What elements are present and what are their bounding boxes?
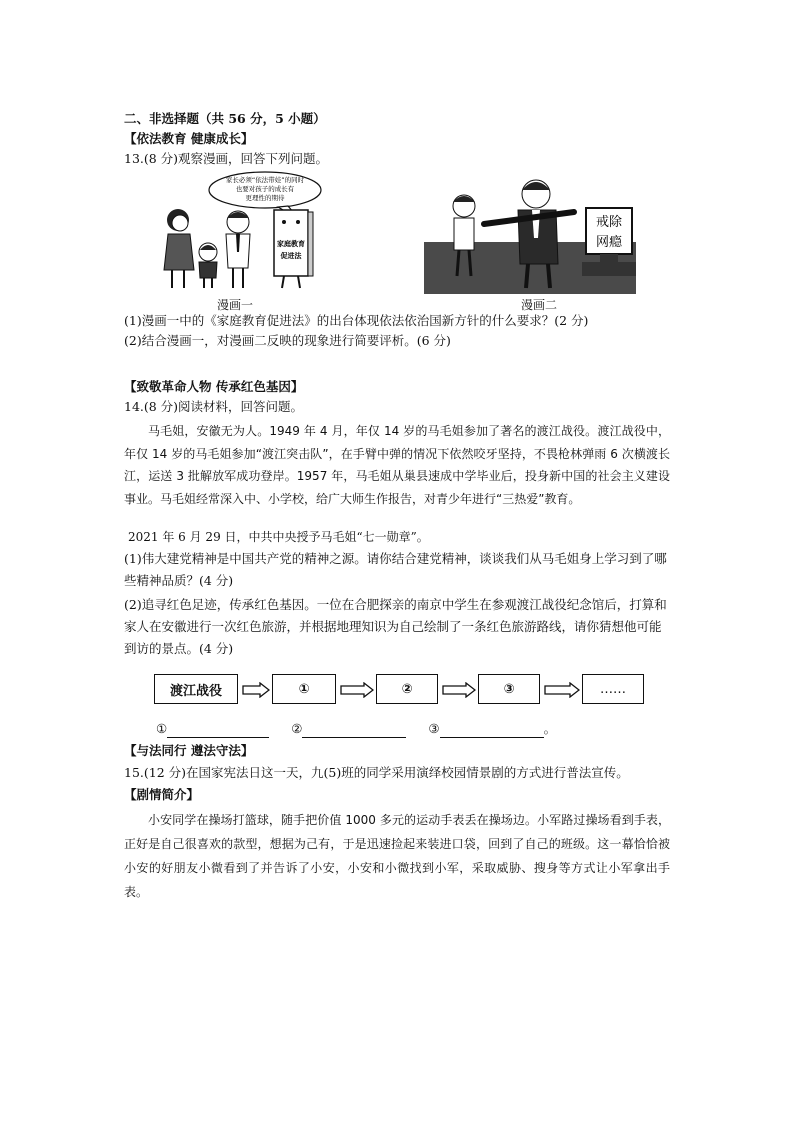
section-title: 二、非选择题（共 56 分，5 小题）: [124, 111, 326, 126]
q14-stem: 14.(8 分)阅读材料，回答问题。: [124, 399, 304, 414]
q15-stem: 15.(12 分)在国家宪法日这一天，九(5)班的同学采用演绎校园情景剧的方式进行普法宣传。: [124, 765, 629, 780]
theme-heading-3: 【与法同行 遵法守法】: [124, 743, 254, 758]
blank-label-1: ①: [156, 721, 168, 736]
answer-blank-2[interactable]: [302, 723, 406, 738]
cartoon-one: [150, 170, 340, 292]
book-title-1: 家庭教育: [277, 240, 305, 248]
flow-arrow-1: [242, 682, 270, 698]
flow-arrow-3: [442, 682, 476, 698]
caption-cartoon-two: 漫画二: [521, 298, 558, 312]
screen-text-1: 戒除: [595, 215, 623, 230]
law-book-figure: [274, 210, 313, 288]
q14-sub2-line3: 到访的景点。(4 分): [124, 641, 234, 656]
caption-cartoon-one: 漫画一: [217, 298, 254, 312]
book-title-2: 促进法: [280, 252, 302, 260]
flow-box-more: ……: [582, 674, 644, 704]
flow-box-1: ①: [272, 674, 336, 704]
q14-material: 马毛姐，安徽无为人。1949 年 4 月，年仅 14 岁的马毛姐参加了著名的渡江战役。渡江战役中，年仅 14 岁的马毛姐参加“渡江突击队”，在手臂中弹的情况下依然咬牙坚持，不畏枪林弹雨 6 次横渡长江，运送 3 批解放军成功登岸。1957 年，马毛姐从巢县速成中学毕业后，投身新中国的社会主义建设事业。马毛姐经常深入中、小学校，给广大师生作报告，对青少年进行“三热爱”教育。: [124, 424, 670, 506]
child-figure: [199, 243, 217, 288]
father-figure: [226, 211, 250, 288]
flow-box-2: ②: [376, 674, 438, 704]
q14-sub2-line2: 家人在安徽进行一次红色旅游，并根据地理知识为自己绘制了一条红色旅游路线，请你猜想他可能: [124, 619, 662, 634]
q14-sub2-line1: (2)追寻红色足迹，传承红色基因。一位在合肥探亲的南京中学生在参观渡江战役纪念馆后，打算和: [124, 597, 667, 612]
speech-line-1: 家长必须“依法带娃”的同时: [225, 176, 305, 184]
screen-text-2: 网瘾: [595, 235, 623, 250]
q14-sub1-line1: (1)伟大建党精神是中国共产党的精神之源。请你结合建党精神，谈谈我们从马毛姐身上学习到了哪: [124, 551, 667, 566]
q14-sub1-line2: 些精神品质？(4 分): [124, 573, 234, 588]
q13-sub2: (2)结合漫画一，对漫画二反映的现象进行简要评析。(6 分): [124, 333, 451, 348]
theme-heading-1: 【依法教育 健康成长】: [124, 131, 254, 146]
blank-label-2: ②: [291, 721, 303, 736]
flow-arrow-4: [544, 682, 580, 698]
computer-monitor: [582, 208, 636, 276]
answer-blank-3[interactable]: [440, 723, 544, 738]
q14-award-line: 2021 年 6 月 29 日，中共中央授予马毛姐“七一勋章”。: [128, 530, 429, 544]
mother-figure: [164, 209, 194, 288]
blank-label-3: ③: [428, 721, 440, 736]
flow-box-3: ③: [478, 674, 540, 704]
theme-heading-2: 【致敬革命人物 传承红色基因】: [124, 379, 304, 394]
answer-blanks-row: [156, 720, 556, 738]
q15-subhead: 【剧情简介】: [124, 787, 200, 802]
flow-box-start: 渡江战役: [154, 674, 238, 704]
flow-arrow-2: [340, 682, 374, 698]
speech-line-3: 更理性的期待: [245, 194, 285, 202]
blank-end-mark: 。: [543, 721, 557, 736]
speech-line-2: 也要对孩子的成长有: [235, 185, 295, 193]
answer-blank-1[interactable]: [167, 723, 269, 738]
q15-story: 小安同学在操场打篮球，随手把价值 1000 多元的运动手表丢在操场边。小军路过操场看到手表，正好是自己很喜欢的款型，想据为己有，于是迅速捡起来装进口袋，回到了自己的班级。这一幕恰恰被小安的好朋友小微看到了并告诉了小安，小安和小微找到小军，采取威胁、搜身等方式让小军拿出手表。: [124, 813, 670, 899]
cartoon-two: [424, 168, 636, 294]
q13-sub1: (1)漫画一中的《家庭教育促进法》的出台体现依法依治国新方针的什么要求？(2 分): [124, 313, 589, 328]
q13-stem: 13.(8 分)观察漫画，回答下列问题。: [124, 151, 329, 166]
